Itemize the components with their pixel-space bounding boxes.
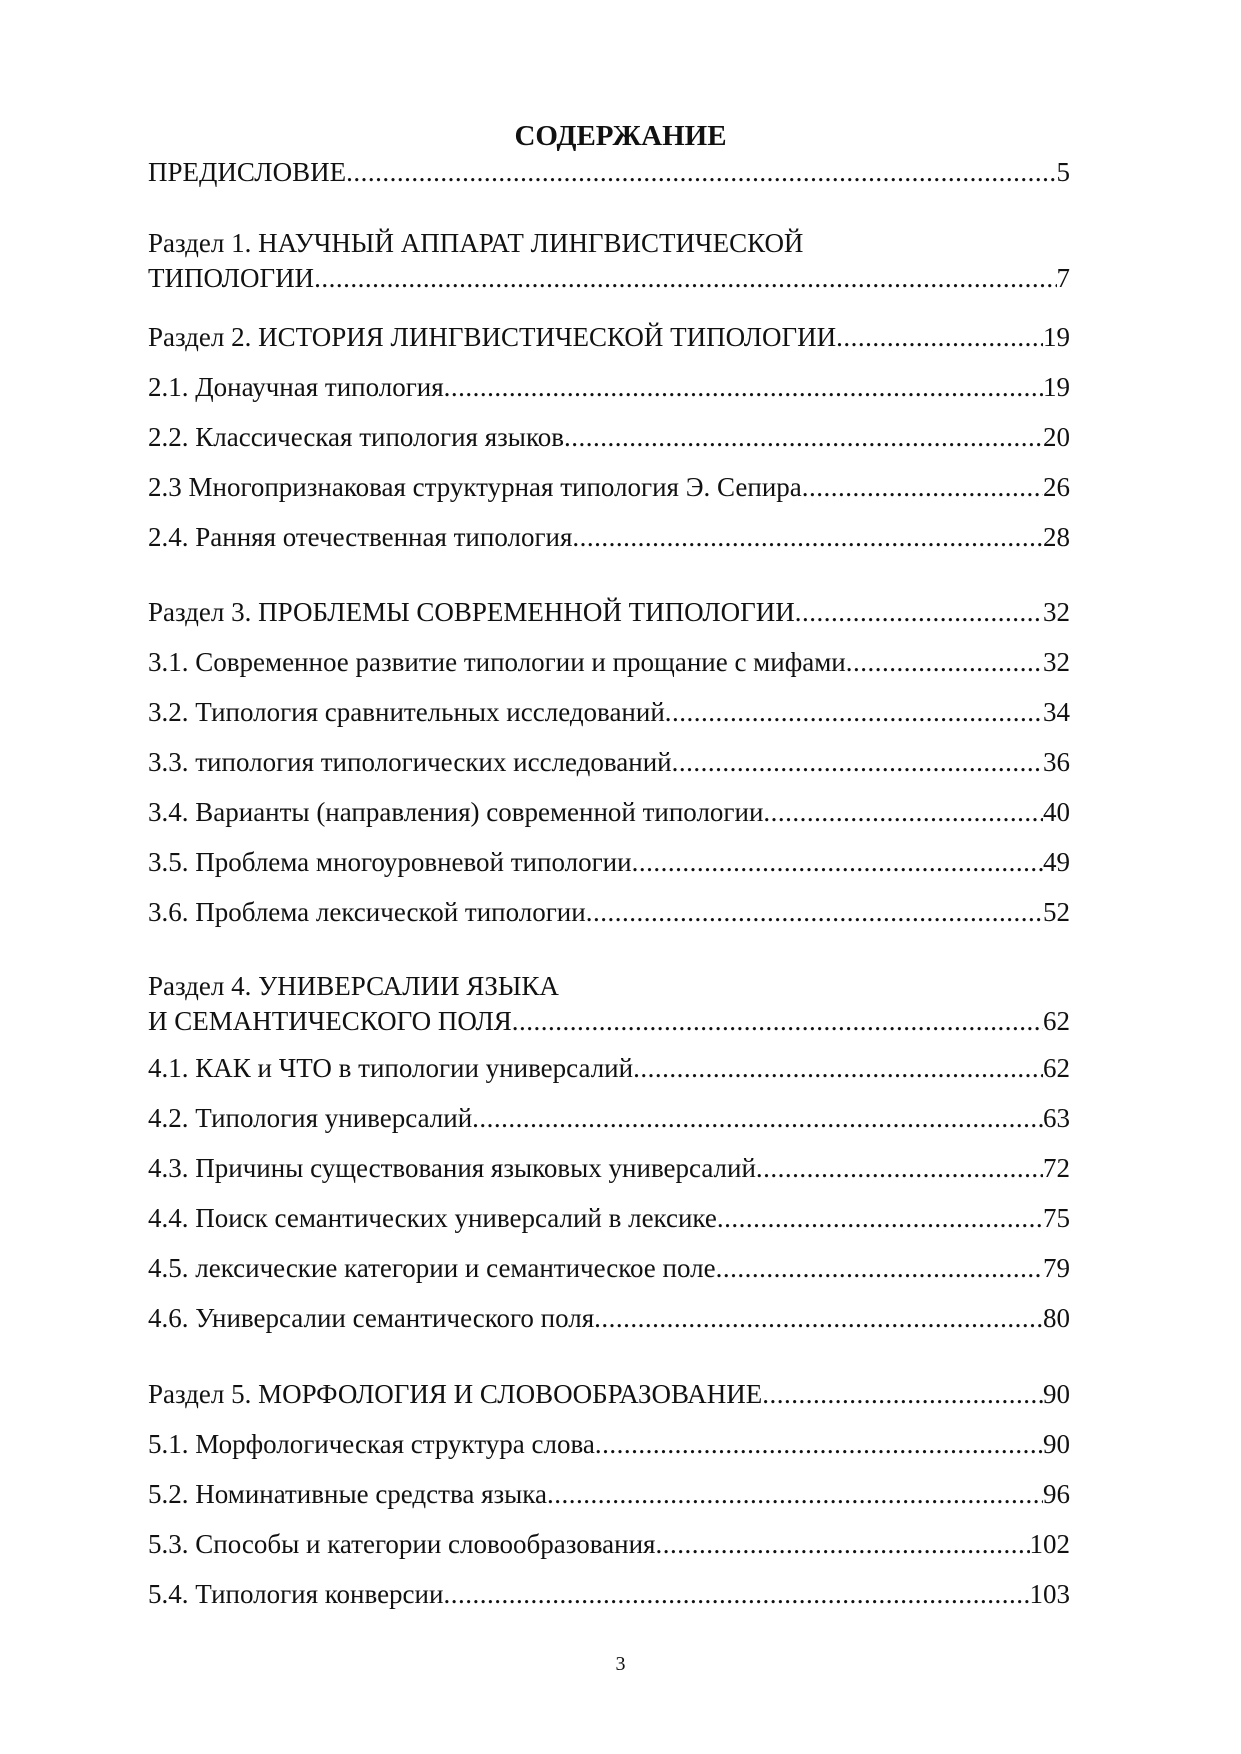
toc-entry-label: 4.5. лексические категории и семантическое поле [148,1253,716,1283]
toc-leader-dots [594,1301,1043,1335]
toc-entry[interactable] [148,645,1070,679]
toc-entry[interactable] [148,1101,1070,1135]
toc-entry-page: 52 [1043,897,1070,927]
toc-entry[interactable] [148,1251,1070,1285]
toc-entry-label: 5.1. Морфологическая структура слова [148,1429,595,1459]
toc-leader-dots [444,370,1043,404]
toc-entry-page: 79 [1043,1253,1070,1283]
toc-entry-page: 32 [1043,647,1070,677]
toc-entry-page: 36 [1043,747,1070,777]
toc-entry-label: И СЕМАНТИЧЕСКОГО ПОЛЯ [148,1006,512,1036]
toc-entry-label: 4.6. Универсалии семантического поля [148,1303,595,1333]
toc-entry[interactable] [148,155,1070,189]
toc-entry-page: 40 [1043,797,1070,827]
toc-leader-dots [572,520,1043,554]
toc-entry-label-line1: Раздел 4. УНИВЕРСАЛИИ ЯЗЫКА [148,971,559,1001]
toc-leader-dots [564,420,1043,454]
toc-leader-dots [472,1101,1043,1135]
toc-entry-page: 103 [1029,1579,1070,1609]
toc-entry-page: 19 [1043,372,1070,402]
toc-leader-dots [756,1151,1043,1185]
toc-entry[interactable] [148,320,1070,354]
toc-entry-page: 62 [1043,1053,1070,1083]
toc-entry-page: 7 [1056,263,1070,293]
toc-entry-label: 4.2. Типология универсалий [148,1103,473,1133]
toc-entry-page: 34 [1043,697,1070,727]
toc-entry-page: 49 [1043,847,1070,877]
toc-entry[interactable] [148,795,1070,829]
toc-entry-page: 90 [1043,1429,1070,1459]
toc-entry-label: Раздел 5. МОРФОЛОГИЯ И СЛОВООБРАЗОВАНИЕ [148,1379,763,1409]
toc-entry[interactable] [148,745,1070,779]
toc-entry[interactable] [148,370,1070,404]
toc-leader-dots [547,1477,1043,1511]
toc-leader-dots [762,1377,1043,1411]
toc-entry-line1[interactable] [148,226,1070,260]
toc-entry-label: 3.2. Типология сравнительных исследований [148,697,665,727]
toc-leader-dots [633,1051,1043,1085]
toc-leader-dots [665,695,1043,729]
toc-leader-dots [443,1577,1029,1611]
toc-entry-label: 2.4. Ранняя отечественная типология [148,522,573,552]
toc-entry-label-line1: Раздел 1. НАУЧНЫЙ АППАРАТ ЛИНГВИСТИЧЕСКОЙ [148,228,804,258]
toc-leader-dots [512,1004,1043,1038]
toc-leader-dots [716,1251,1043,1285]
toc-leader-dots [836,320,1043,354]
toc-entry-page: 80 [1043,1303,1070,1333]
toc-entry[interactable] [148,1004,1070,1038]
toc-entry-page: 63 [1043,1103,1070,1133]
toc-leader-dots [846,645,1043,679]
toc-entry[interactable] [148,261,1070,295]
toc-entry-label: Раздел 2. ИСТОРИЯ ЛИНГВИСТИЧЕСКОЙ ТИПОЛОГИИ [148,322,837,352]
toc-entry-label: 3.1. Современное развитие типологии и прощание с мифами [148,647,846,677]
toc-entry[interactable] [148,845,1070,879]
toc-entry-page: 90 [1043,1379,1070,1409]
toc-entry-label: 3.3. типология типологических исследований [148,747,672,777]
toc-entry-label: 2.3 Многопризнаковая структурная типология Э. Сепира [148,472,802,502]
toc-entry[interactable] [148,1377,1070,1411]
toc-entry-page: 5 [1056,157,1070,187]
toc-entry-page: 28 [1043,522,1070,552]
toc-leader-dots [595,1427,1043,1461]
toc-entry[interactable] [148,1201,1070,1235]
toc-entry-page: 75 [1043,1203,1070,1233]
toc-entry-page: 96 [1043,1479,1070,1509]
toc-entry[interactable] [148,595,1070,629]
toc-entry-label: ПРЕДИСЛОВИЕ [148,157,347,187]
toc-leader-dots [632,845,1043,879]
toc-entry-page: 20 [1043,422,1070,452]
toc-entry-label: 3.5. Проблема многоуровневой типологии [148,847,632,877]
toc-entry[interactable] [148,895,1070,929]
toc-leader-dots [672,745,1043,779]
toc-entry-label: 5.4. Типология конверсии [148,1579,444,1609]
toc-entry-page: 26 [1043,472,1070,502]
toc-entry[interactable] [148,1427,1070,1461]
toc-entry[interactable] [148,1477,1070,1511]
toc-entry[interactable] [148,520,1070,554]
toc-entry[interactable] [148,695,1070,729]
toc-entry-label: 5.3. Способы и категории словообразования [148,1529,656,1559]
toc-entry[interactable] [148,470,1070,504]
toc-leader-dots [795,595,1043,629]
toc-entry-label: 2.1. Донаучная типология [148,372,444,402]
toc-entry[interactable] [148,1301,1070,1335]
toc-entry-label: 5.2. Номинативные средства языка [148,1479,548,1509]
toc-entry-label: 4.1. КАК и ЧТО в типологии универсалий [148,1053,634,1083]
toc-entry-label: 4.3. Причины существования языковых универсалий [148,1153,756,1183]
toc-entry-page: 19 [1043,322,1070,352]
page-title: СОДЕРЖАНИЕ [514,120,727,152]
page-number: 3 [615,1653,626,1675]
toc-entry[interactable] [148,420,1070,454]
toc-entry[interactable] [148,1527,1070,1561]
toc-leader-dots [655,1527,1029,1561]
toc-entry-label: 4.4. Поиск семантических универсалий в лексике [148,1203,717,1233]
toc-entry-label: ТИПОЛОГИИ [148,263,315,293]
toc-leader-dots [763,795,1043,829]
toc-entry-line1[interactable] [148,969,1070,1003]
toc-leader-dots [346,155,1056,189]
toc-entry-page: 32 [1043,597,1070,627]
toc-entry-page: 102 [1029,1529,1070,1559]
toc-leader-dots [802,470,1043,504]
toc-entry[interactable] [148,1577,1070,1611]
toc-entry-label: 3.6. Проблема лексической типологии [148,897,586,927]
toc-entry-label: 2.2. Классическая типология языков [148,422,564,452]
toc-leader-dots [717,1201,1043,1235]
toc-entry[interactable] [148,1051,1070,1085]
toc-entry[interactable] [148,1151,1070,1185]
toc-entry-page: 62 [1043,1006,1070,1036]
toc-entry-label: Раздел 3. ПРОБЛЕМЫ СОВРЕМЕННОЙ ТИПОЛОГИИ [148,597,795,627]
toc-leader-dots [586,895,1043,929]
toc-leader-dots [314,261,1056,295]
toc-entry-label: 3.4. Варианты (направления) современной типологии [148,797,764,827]
toc-entry-page: 72 [1043,1153,1070,1183]
